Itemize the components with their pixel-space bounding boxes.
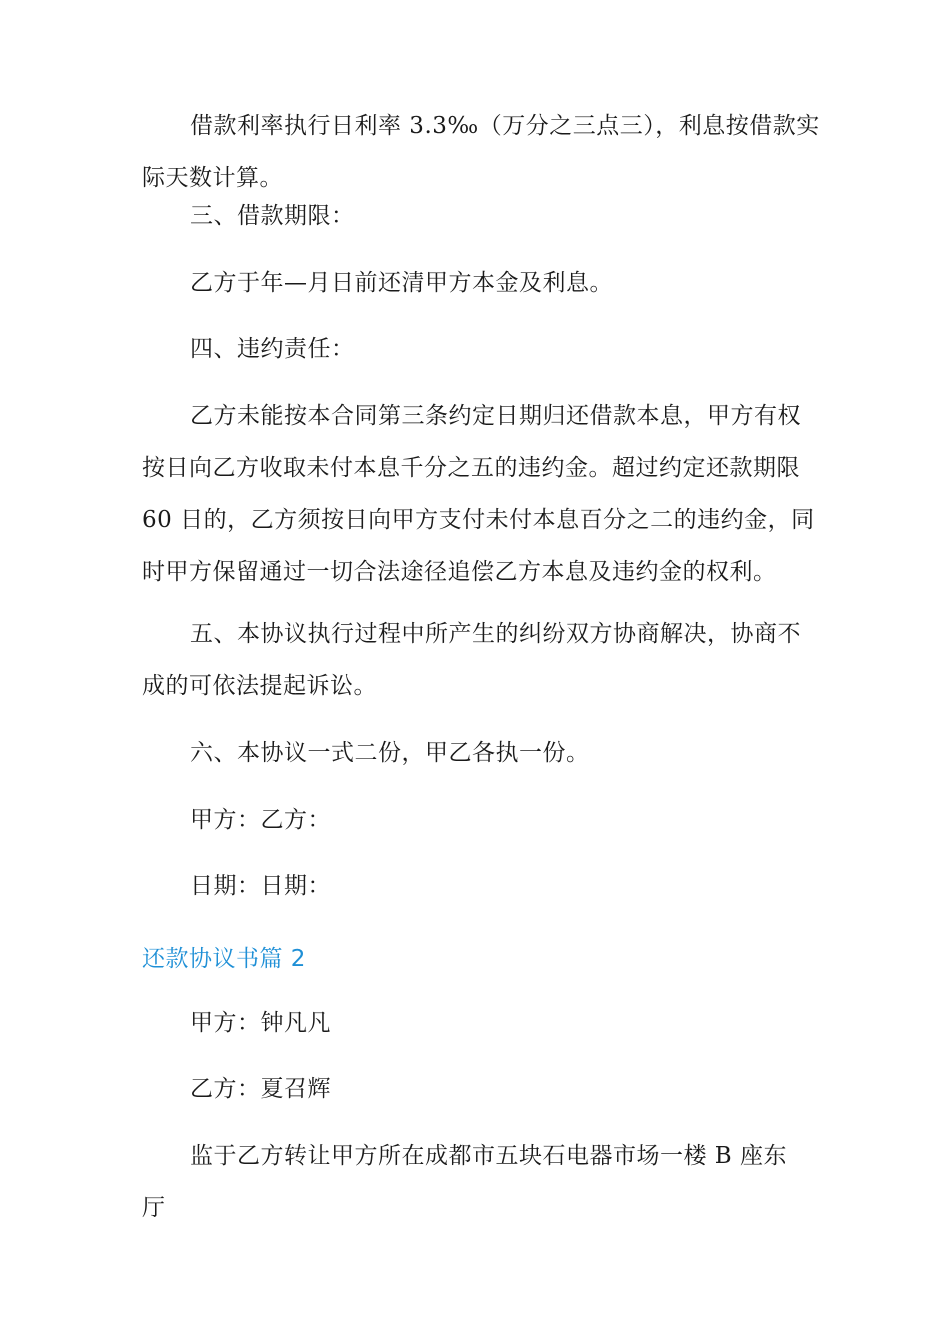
text-line: 60 日的，乙方须按日向甲方支付未付本息百分之二的违约金，同 <box>142 507 815 533</box>
text-line: 乙方未能按本合同第三条约定日期归还借款本息，甲方有权 <box>190 403 801 429</box>
text-line: 际天数计算。 <box>142 165 283 191</box>
section-4-title: 四、违约责任： <box>190 336 355 362</box>
text-line: 成的可依法提起诉讼。 <box>142 673 377 699</box>
text-line: 按日向乙方收取未付本息千分之五的违约金。超过约定还款期限 <box>142 455 800 481</box>
section-3-body: 乙方于年—月日前还清甲方本金及利息。 <box>190 270 613 296</box>
section-heading: 还款协议书篇 2 <box>142 946 306 972</box>
section-4-body <box>142 390 815 598</box>
signature-parties: 甲方：乙方： <box>190 807 331 833</box>
text-line: 五、本协议执行过程中所产生的纠纷双方协商解决，协商不 <box>190 621 801 647</box>
intro-paragraph: 监于乙方转让甲方所在成都市五块石电器市场一楼 B 座东厅 <box>142 1143 788 1221</box>
party-a-line: 甲方：钟凡凡 <box>190 1010 331 1036</box>
party-b-line: 乙方：夏召辉 <box>190 1076 331 1102</box>
section-5-paragraph <box>142 608 802 712</box>
signature-dates: 日期：日期： <box>190 873 331 899</box>
text-line: 借款利率执行日利率 3.3‰（万分之三点三），利息按借款实 <box>190 113 820 139</box>
section-6-paragraph: 六、本协议一式二份，甲乙各执一份。 <box>190 740 590 766</box>
text-line: 时甲方保留通过一切合法途径追偿乙方本息及违约金的权利。 <box>142 559 777 585</box>
section-3-title: 三、借款期限： <box>190 203 355 229</box>
interest-rate-paragraph <box>142 100 820 204</box>
